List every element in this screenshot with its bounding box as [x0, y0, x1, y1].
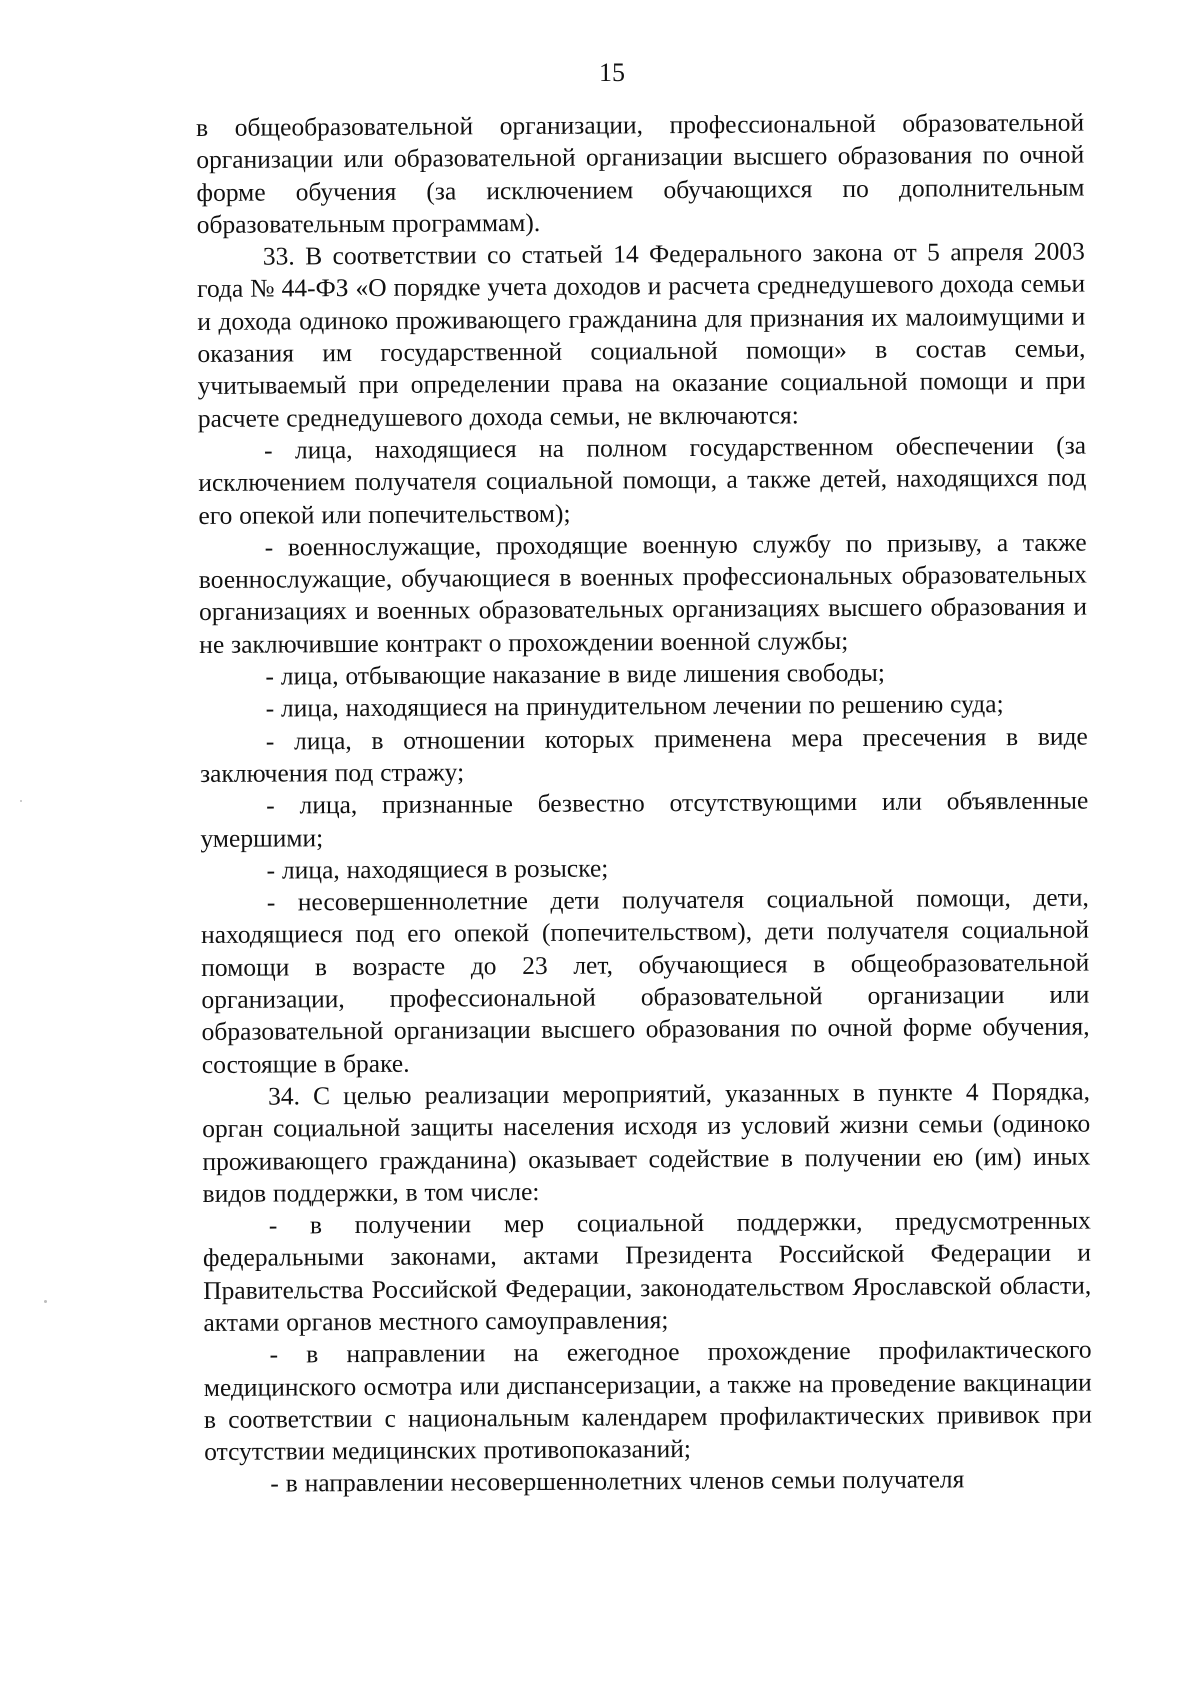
page-number: 15	[599, 58, 625, 87]
list-item: - в получении мер социальной поддержки, предусмотренных федеральными законами, актами Президента Российской Федерации и Правительства Российской Федерации, законодательством Ярославской области, актами органов местного самоуправления;	[202, 1205, 1092, 1337]
list-item: - военнослужащие, проходящие военную службу по призыву, а также военнослужащие, обучающиеся в военных профессиональных образовательных организациях и военных образовательных организациях высшего образования и не заключившие контракт о прохождении военной службы;	[198, 527, 1088, 659]
scan-speck	[44, 1300, 47, 1303]
list-item: - лица, в отношении которых применена мера пресечения в виде заключения под стражу;	[199, 721, 1088, 788]
list-item: - лица, признанные безвестно отсутствующими или объявленные умершими;	[200, 785, 1089, 853]
list-item: - лица, находящиеся на полном государственном обеспечении (за исключением получателя социальной помощи, а также детей, находящихся под его опекой или попечительством);	[198, 430, 1087, 530]
list-item: - в направлении несовершеннолетних членов семьи получателя	[270, 1464, 965, 1499]
paragraph-item-34: 34. С целью реализации мероприятий, указанных в пункте 4 Порядка, орган социальной защиты населения исходя из условий жизни семьи (одиноко проживающего гражданина) оказывает содействие в получении ею (им) иных видов поддержки, в том числе:	[202, 1076, 1091, 1208]
list-item: - в направлении на ежегодное прохождение профилактического медицинского осмотра или диспансеризации, а также на проведение вакцинации в соответствии с национальным календарем профилактических прививок при отсутствии медицинских противопоказаний;	[203, 1334, 1093, 1467]
paragraph-item-33: 33. В соответствии со статьей 14 Федерального закона от 5 апреля 2003 года № 44-ФЗ «О порядке учета доходов и расчета среднедушевого дохода семьи и дохода одиноко проживающего гражданина для признания их малоимущими и оказания им государственной социальной помощи» в состав семьи, учитываемый при определении права на оказание социальной помощи и при расчете среднедушевого дохода семьи, не включаются:	[196, 236, 1086, 433]
list-item: - лица, отбывающие наказание в виде лишения свободы;	[265, 657, 885, 691]
list-item: - лица, находящиеся на принудительном лечении по решению суда;	[265, 689, 1004, 723]
scan-speck	[20, 800, 22, 802]
document-body	[196, 107, 1092, 1501]
list-item: - несовершеннолетние дети получателя социальной помощи, дети, находящиеся под его опекой (попечительством), дети получателя социальной помощи в возрасте до 23 лет, обучающиеся в общеобразовательной организации, профессиональной образовательной организации или образовательной организации высшего образования по очной форме обучения, состоящие в браке.	[200, 882, 1090, 1079]
paragraph-continuation: в общеобразовательной организации, профессиональной образовательной организации или образовательной организации высшего образования по очной форме обучения (за исключением обучающихся по дополнительным образовательным программам).	[196, 107, 1085, 239]
list-item: - лица, находящиеся в розыске;	[266, 853, 609, 885]
